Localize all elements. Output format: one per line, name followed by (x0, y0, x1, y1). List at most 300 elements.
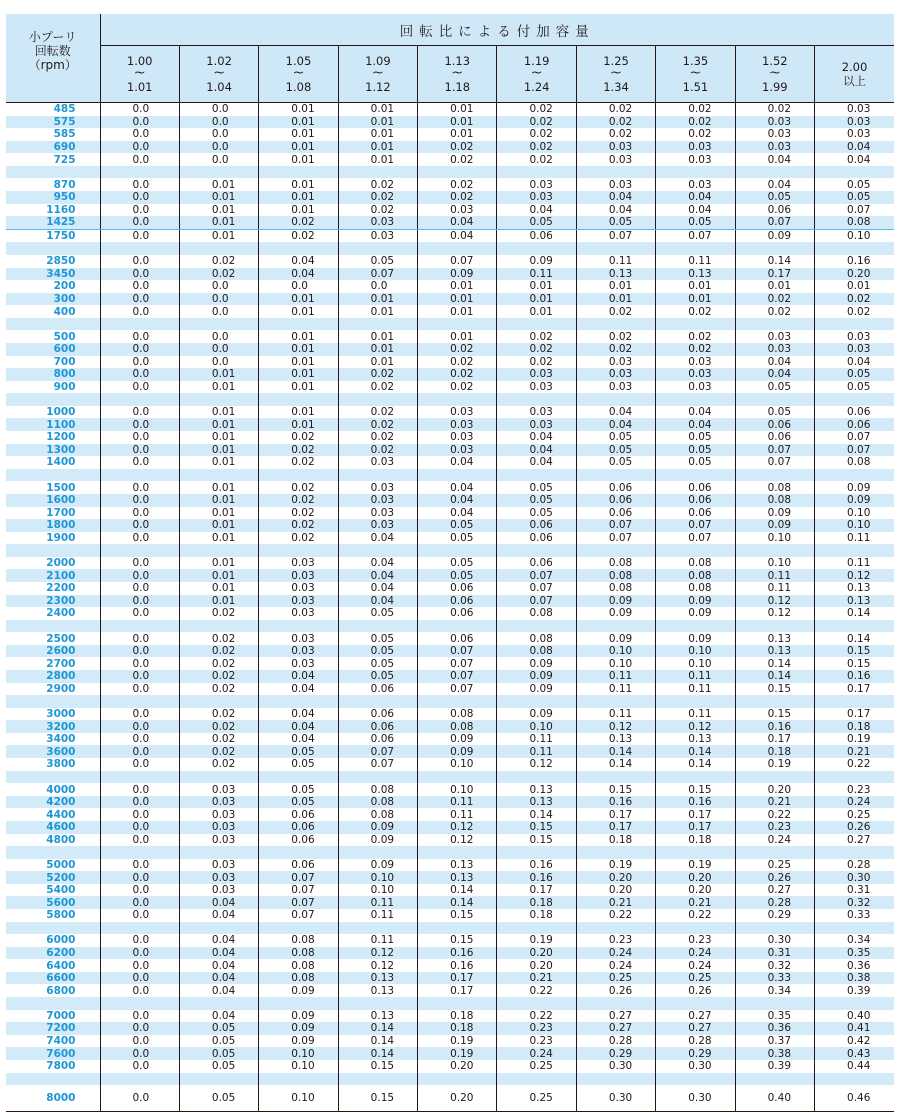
capacity-cell: 0.07 (418, 657, 497, 670)
capacity-cell: 0.0 (100, 909, 179, 922)
capacity-cell: 0.05 (418, 519, 497, 532)
capacity-cell: 0.04 (815, 141, 894, 154)
capacity-cell: 0.0 (259, 280, 338, 293)
capacity-cell: 0.04 (418, 229, 497, 242)
spacer-cell (497, 166, 576, 179)
table-row (6, 153, 894, 166)
capacity-cell: 0.02 (338, 431, 417, 444)
spacer-cell (576, 469, 655, 482)
capacity-cell: 0.02 (259, 456, 338, 469)
capacity-cell: 0.05 (847, 381, 871, 393)
capacity-cell: 0.0 (100, 1085, 179, 1112)
spacer-cell (338, 318, 417, 331)
spacer-cell (497, 922, 576, 935)
capacity-cell: 0.01 (179, 368, 258, 381)
capacity-cell: 0.31 (847, 884, 871, 897)
table-row (6, 708, 894, 721)
spacer-cell (497, 620, 576, 633)
capacity-cell: 0.11 (338, 909, 417, 922)
capacity-cell: 0.03 (259, 557, 338, 570)
ratio-range-tilde: ⁓ (769, 66, 780, 80)
capacity-cell: 0.29 (735, 909, 814, 922)
capacity-cell: 0.37 (735, 1035, 814, 1048)
spacer-cell (6, 242, 100, 255)
spacer-cell (656, 318, 735, 331)
capacity-cell: 0.08 (259, 947, 338, 960)
capacity-cell: 0.23 (847, 783, 871, 796)
capacity-cell: 0.07 (497, 582, 576, 595)
capacity-cell: 0.04 (497, 456, 576, 469)
capacity-cell: 0.01 (418, 280, 497, 293)
capacity-cell: 0.0 (100, 808, 179, 821)
capacity-cell: 0.17 (656, 808, 735, 821)
capacity-cell: 0.02 (497, 103, 576, 116)
spacer-cell (100, 1073, 179, 1086)
capacity-cell: 0.09 (259, 1035, 338, 1048)
capacity-cell: 0.05 (179, 1035, 258, 1048)
table-row (6, 821, 894, 834)
spacer-cell (179, 469, 258, 482)
capacity-cell: 0.05 (179, 1085, 258, 1112)
capacity-cell: 0.25 (735, 859, 814, 872)
capacity-cell: 0.30 (576, 1085, 655, 1112)
capacity-cell: 0.06 (418, 595, 497, 608)
capacity-cell: 0.42 (847, 1035, 871, 1048)
spacer-cell (497, 771, 576, 784)
spacer-cell (179, 922, 258, 935)
capacity-cell: 0.04 (179, 972, 258, 985)
capacity-cell: 0.10 (497, 720, 576, 733)
capacity-cell: 0.02 (497, 128, 576, 141)
table-row (6, 595, 894, 608)
ratio-column-header (576, 46, 655, 103)
capacity-cell: 0.30 (656, 1060, 735, 1073)
table-row (6, 293, 894, 306)
rpm-cell: 3800 (6, 758, 100, 771)
rpm-cell: 3200 (6, 720, 100, 733)
spacer-cell (656, 166, 735, 179)
capacity-cell: 0.02 (259, 431, 338, 444)
capacity-cell: 0.04 (179, 947, 258, 960)
capacity-cell: 0.03 (576, 141, 655, 154)
spacer-cell (418, 997, 497, 1010)
table-row (6, 934, 894, 947)
ratio-to: 1.99 (762, 80, 788, 94)
capacity-cell: 0.01 (259, 204, 338, 217)
capacity-cell: 0.13 (815, 595, 894, 608)
capacity-cell: 0.13 (418, 859, 497, 872)
capacity-cell: 0.08 (259, 934, 338, 947)
capacity-cell: 0.13 (576, 733, 655, 746)
capacity-cell: 0.18 (815, 720, 894, 733)
capacity-cell: 0.05 (735, 406, 814, 419)
capacity-cell: 0.02 (656, 103, 735, 116)
capacity-cell: 0.20 (497, 959, 576, 972)
capacity-cell: 0.01 (497, 280, 576, 293)
spacer-cell (100, 318, 179, 331)
capacity-cell: 0.10 (259, 1047, 338, 1060)
capacity-cell: 0.03 (576, 368, 655, 381)
capacity-cell: 0.0 (100, 356, 179, 369)
capacity-cell: 0.25 (497, 1085, 576, 1112)
rpm-cell: 870 (6, 178, 100, 191)
capacity-cell: 0.01 (338, 141, 417, 154)
capacity-cell: 0.01 (497, 305, 576, 318)
group-spacer (6, 544, 894, 557)
capacity-cell: 0.15 (847, 657, 871, 670)
table-row (6, 909, 894, 922)
spacer-cell (815, 846, 894, 859)
spacer-cell (576, 318, 655, 331)
capacity-cell: 0.20 (815, 268, 894, 281)
capacity-cell: 0.33 (847, 909, 871, 922)
ratio-from: 1.05 (285, 54, 312, 68)
capacity-cell: 0.03 (735, 116, 814, 129)
capacity-cell: 0.05 (576, 456, 655, 469)
group-spacer (6, 469, 894, 482)
table-row (6, 128, 894, 141)
capacity-cell: 0.09 (497, 708, 576, 721)
capacity-cell: 0.06 (259, 821, 338, 834)
capacity-cell: 0.02 (418, 153, 497, 166)
capacity-cell: 0.11 (497, 268, 576, 281)
capacity-cell: 0.24 (815, 796, 894, 809)
spacer-cell (259, 771, 338, 784)
capacity-cell: 0.02 (418, 381, 497, 394)
capacity-cell: 0.27 (656, 1010, 735, 1023)
capacity-cell: 0.09 (576, 632, 655, 645)
capacity-cell: 0.10 (656, 657, 735, 670)
capacity-cell: 0.0 (100, 280, 179, 293)
capacity-cell: 0.03 (179, 783, 258, 796)
ratio-from: 1.35 (682, 54, 709, 68)
capacity-cell: 0.16 (497, 871, 576, 884)
table-row (6, 1035, 894, 1048)
table-row (6, 783, 894, 796)
capacity-cell: 0.02 (179, 733, 258, 746)
capacity-cell: 0.05 (815, 368, 894, 381)
capacity-cell: 0.07 (338, 758, 417, 771)
capacity-cell: 0.20 (656, 884, 735, 897)
capacity-cell: 0.0 (100, 683, 179, 696)
capacity-cell: 0.09 (497, 255, 576, 268)
capacity-cell: 0.11 (338, 934, 417, 947)
table-row (6, 431, 894, 444)
capacity-cell: 0.01 (259, 103, 338, 116)
capacity-cell: 0.02 (179, 745, 258, 758)
capacity-cell: 0.0 (100, 670, 179, 683)
rpm-cell: 7200 (6, 1022, 100, 1035)
capacity-cell: 0.01 (418, 305, 497, 318)
capacity-cell: 0.15 (338, 1085, 417, 1112)
spacer-cell (259, 166, 338, 179)
rpm-cell: 725 (6, 153, 100, 166)
spacer-cell (418, 771, 497, 784)
capacity-cell: 0.07 (259, 871, 338, 884)
capacity-cell: 0.04 (418, 507, 497, 520)
capacity-cell: 0.19 (847, 733, 871, 746)
rpm-cell: 3400 (6, 733, 100, 746)
capacity-cell: 0.14 (656, 758, 735, 771)
capacity-cell: 0.07 (735, 216, 814, 229)
capacity-cell: 0.07 (259, 896, 338, 909)
capacity-cell: 0.0 (100, 821, 179, 834)
capacity-cell: 0.14 (338, 1047, 417, 1060)
group-spacer (6, 620, 894, 633)
capacity-cell: 0.02 (815, 293, 894, 306)
rpm-cell: 2800 (6, 670, 100, 683)
capacity-cell: 0.10 (338, 871, 417, 884)
capacity-cell: 0.19 (656, 859, 735, 872)
spacer-cell (179, 695, 258, 708)
capacity-cell: 0.02 (338, 204, 417, 217)
capacity-cell: 0.01 (179, 406, 258, 419)
capacity-cell: 0.29 (656, 1047, 735, 1060)
capacity-cell: 0.13 (735, 645, 814, 658)
capacity-cell: 0.05 (497, 481, 576, 494)
capacity-cell: 0.0 (100, 884, 179, 897)
capacity-cell: 0.14 (847, 607, 871, 620)
capacity-cell: 0.01 (179, 557, 258, 570)
table-row (6, 959, 894, 972)
capacity-cell: 0.03 (656, 381, 735, 394)
capacity-cell: 0.03 (847, 103, 871, 116)
capacity-cell: 0.22 (497, 1010, 576, 1023)
spacer-cell (656, 393, 735, 406)
capacity-cell: 0.03 (735, 330, 814, 343)
spacer-cell (497, 318, 576, 331)
capacity-cell: 0.02 (179, 632, 258, 645)
capacity-cell: 0.24 (656, 947, 735, 960)
capacity-cell: 0.03 (338, 494, 417, 507)
capacity-cell: 0.27 (576, 1010, 655, 1023)
capacity-cell: 0.0 (100, 519, 179, 532)
capacity-cell: 0.03 (179, 796, 258, 809)
spacer-cell (6, 393, 100, 406)
capacity-cell: 0.05 (576, 444, 655, 457)
capacity-cell: 0.0 (100, 1035, 179, 1048)
capacity-cell: 0.20 (497, 947, 576, 960)
capacity-cell: 0.01 (338, 305, 417, 318)
capacity-cell: 0.01 (656, 293, 735, 306)
spacer-cell (815, 166, 894, 179)
capacity-cell: 0.09 (418, 745, 497, 758)
capacity-cell: 0.06 (497, 532, 576, 545)
rpm-cell: 3450 (6, 268, 100, 281)
capacity-cell: 0.20 (418, 1060, 497, 1073)
spacer-cell (259, 242, 338, 255)
table-row (6, 330, 894, 343)
spacer-cell (338, 771, 417, 784)
spacer-cell (418, 922, 497, 935)
capacity-cell: 0.06 (497, 229, 576, 242)
capacity-cell: 0.10 (847, 230, 871, 243)
capacity-cell: 0.17 (847, 708, 871, 721)
spacer-cell (735, 997, 814, 1010)
capacity-cell: 0.0 (100, 191, 179, 204)
capacity-cell: 0.03 (179, 821, 258, 834)
capacity-cell: 0.11 (497, 733, 576, 746)
capacity-cell: 0.07 (656, 532, 735, 545)
capacity-cell: 0.28 (656, 1035, 735, 1048)
spacer-cell (815, 997, 894, 1010)
capacity-cell: 0.14 (338, 1022, 417, 1035)
capacity-cell: 0.04 (179, 909, 258, 922)
rpm-cell: 200 (6, 280, 100, 293)
capacity-cell: 0.0 (100, 896, 179, 909)
capacity-cell: 0.01 (179, 216, 258, 229)
capacity-cell: 0.26 (735, 871, 814, 884)
capacity-cell: 0.44 (847, 1060, 871, 1073)
capacity-cell: 0.05 (497, 507, 576, 520)
table-row (6, 947, 894, 960)
capacity-cell: 0.22 (576, 909, 655, 922)
capacity-cell: 0.04 (338, 557, 417, 570)
capacity-cell: 0.08 (735, 481, 814, 494)
table-row (6, 178, 894, 191)
spacer-cell (735, 469, 814, 482)
ratio-from: 1.19 (523, 54, 550, 68)
capacity-cell: 0.04 (179, 1010, 258, 1023)
capacity-cell: 0.04 (338, 595, 417, 608)
capacity-cell: 0.01 (179, 595, 258, 608)
capacity-cell: 0.01 (179, 507, 258, 520)
rpm-cell: 4800 (6, 834, 100, 847)
ratio-to: 1.04 (206, 80, 232, 94)
capacity-cell: 0.0 (100, 116, 179, 129)
rpm-cell: 6000 (6, 934, 100, 947)
capacity-cell: 0.0 (100, 128, 179, 141)
spacer-cell (338, 846, 417, 859)
capacity-cell: 0.07 (815, 444, 894, 457)
capacity-cell: 0.01 (576, 293, 655, 306)
capacity-cell: 0.03 (576, 153, 655, 166)
capacity-cell: 0.0 (100, 153, 179, 166)
capacity-cell: 0.03 (338, 519, 417, 532)
capacity-cell: 0.04 (576, 204, 655, 217)
capacity-cell: 0.04 (576, 418, 655, 431)
capacity-cell: 0.08 (656, 569, 735, 582)
table-row (6, 368, 894, 381)
spacer-cell (815, 393, 894, 406)
capacity-cell: 0.28 (847, 858, 871, 871)
capacity-cell: 0.19 (418, 1047, 497, 1060)
spacer-cell (6, 922, 100, 935)
capacity-cell: 0.29 (576, 1047, 655, 1060)
capacity-cell: 0.05 (338, 657, 417, 670)
capacity-cell: 0.08 (497, 607, 576, 620)
table-row (6, 456, 894, 469)
capacity-cell: 0.08 (259, 972, 338, 985)
capacity-cell: 0.0 (100, 645, 179, 658)
capacity-cell: 0.03 (735, 343, 814, 356)
table-row (6, 859, 894, 872)
spacer-cell (576, 166, 655, 179)
capacity-cell: 0.13 (418, 871, 497, 884)
capacity-cell: 0.03 (259, 607, 338, 620)
rpm-cell: 950 (6, 191, 100, 204)
capacity-cell: 0.02 (576, 330, 655, 343)
capacity-cell: 0.06 (656, 481, 735, 494)
capacity-cell: 0.15 (418, 909, 497, 922)
table-row (6, 1085, 894, 1112)
rpm-cell: 585 (6, 128, 100, 141)
capacity-cell: 0.04 (259, 255, 338, 268)
rpm-cell: 5200 (6, 871, 100, 884)
capacity-cell: 0.09 (656, 632, 735, 645)
table-row (6, 557, 894, 570)
capacity-cell: 0.03 (497, 418, 576, 431)
capacity-cell: 0.17 (735, 733, 814, 746)
table-row (6, 796, 894, 809)
table-row (6, 657, 894, 670)
rpm-cell: 7800 (6, 1060, 100, 1073)
capacity-cell: 0.02 (656, 116, 735, 129)
spacer-cell (656, 771, 735, 784)
spacer-cell (656, 544, 735, 557)
capacity-cell: 0.09 (656, 595, 735, 608)
table-row (6, 280, 894, 293)
capacity-cell: 0.03 (179, 859, 258, 872)
spacer-cell (497, 695, 576, 708)
capacity-cell: 0.07 (418, 683, 497, 696)
capacity-cell: 0.0 (179, 356, 258, 369)
capacity-cell: 0.0 (100, 595, 179, 608)
capacity-cell: 0.04 (847, 153, 871, 166)
rpm-cell: 485 (6, 103, 100, 116)
capacity-cell: 0.0 (100, 708, 179, 721)
table-row (6, 141, 894, 154)
capacity-cell: 0.03 (656, 178, 735, 191)
spacer-cell (815, 695, 894, 708)
capacity-cell: 0.05 (259, 745, 338, 758)
spacer-cell (259, 318, 338, 331)
capacity-cell: 0.0 (100, 431, 179, 444)
capacity-cell: 0.14 (418, 896, 497, 909)
capacity-cell: 0.01 (259, 368, 338, 381)
capacity-cell: 0.15 (735, 708, 814, 721)
group-spacer (6, 318, 894, 331)
capacity-cell: 0.05 (418, 569, 497, 582)
rpm-cell: 5600 (6, 896, 100, 909)
capacity-cell: 0.08 (259, 959, 338, 972)
capacity-cell: 0.01 (179, 178, 258, 191)
capacity-cell: 0.12 (735, 607, 814, 620)
capacity-cell: 0.08 (815, 216, 894, 229)
spacer-cell (100, 771, 179, 784)
capacity-cell: 0.30 (576, 1060, 655, 1073)
spacer-cell (100, 620, 179, 633)
ratio-range-tilde: ⁓ (452, 66, 463, 80)
ratio-to: 1.08 (285, 80, 312, 94)
capacity-cell: 0.05 (847, 178, 871, 191)
table-row (6, 632, 894, 645)
capacity-cell: 0.02 (179, 670, 258, 683)
spacer-cell (418, 620, 497, 633)
capacity-cell: 0.01 (179, 494, 258, 507)
capacity-cell: 0.11 (847, 531, 871, 544)
spacer-cell (576, 997, 655, 1010)
capacity-cell: 0.07 (497, 569, 576, 582)
rpm-cell: 1500 (6, 481, 100, 494)
capacity-cell: 0.25 (576, 972, 655, 985)
table-row (6, 1010, 894, 1023)
ratio-range-tilde: ⁓ (372, 66, 383, 80)
capacity-cell: 0.02 (576, 305, 655, 318)
capacity-cell: 0.02 (656, 330, 735, 343)
rpm-cell: 6600 (6, 972, 100, 985)
capacity-cell: 0.02 (179, 268, 258, 281)
